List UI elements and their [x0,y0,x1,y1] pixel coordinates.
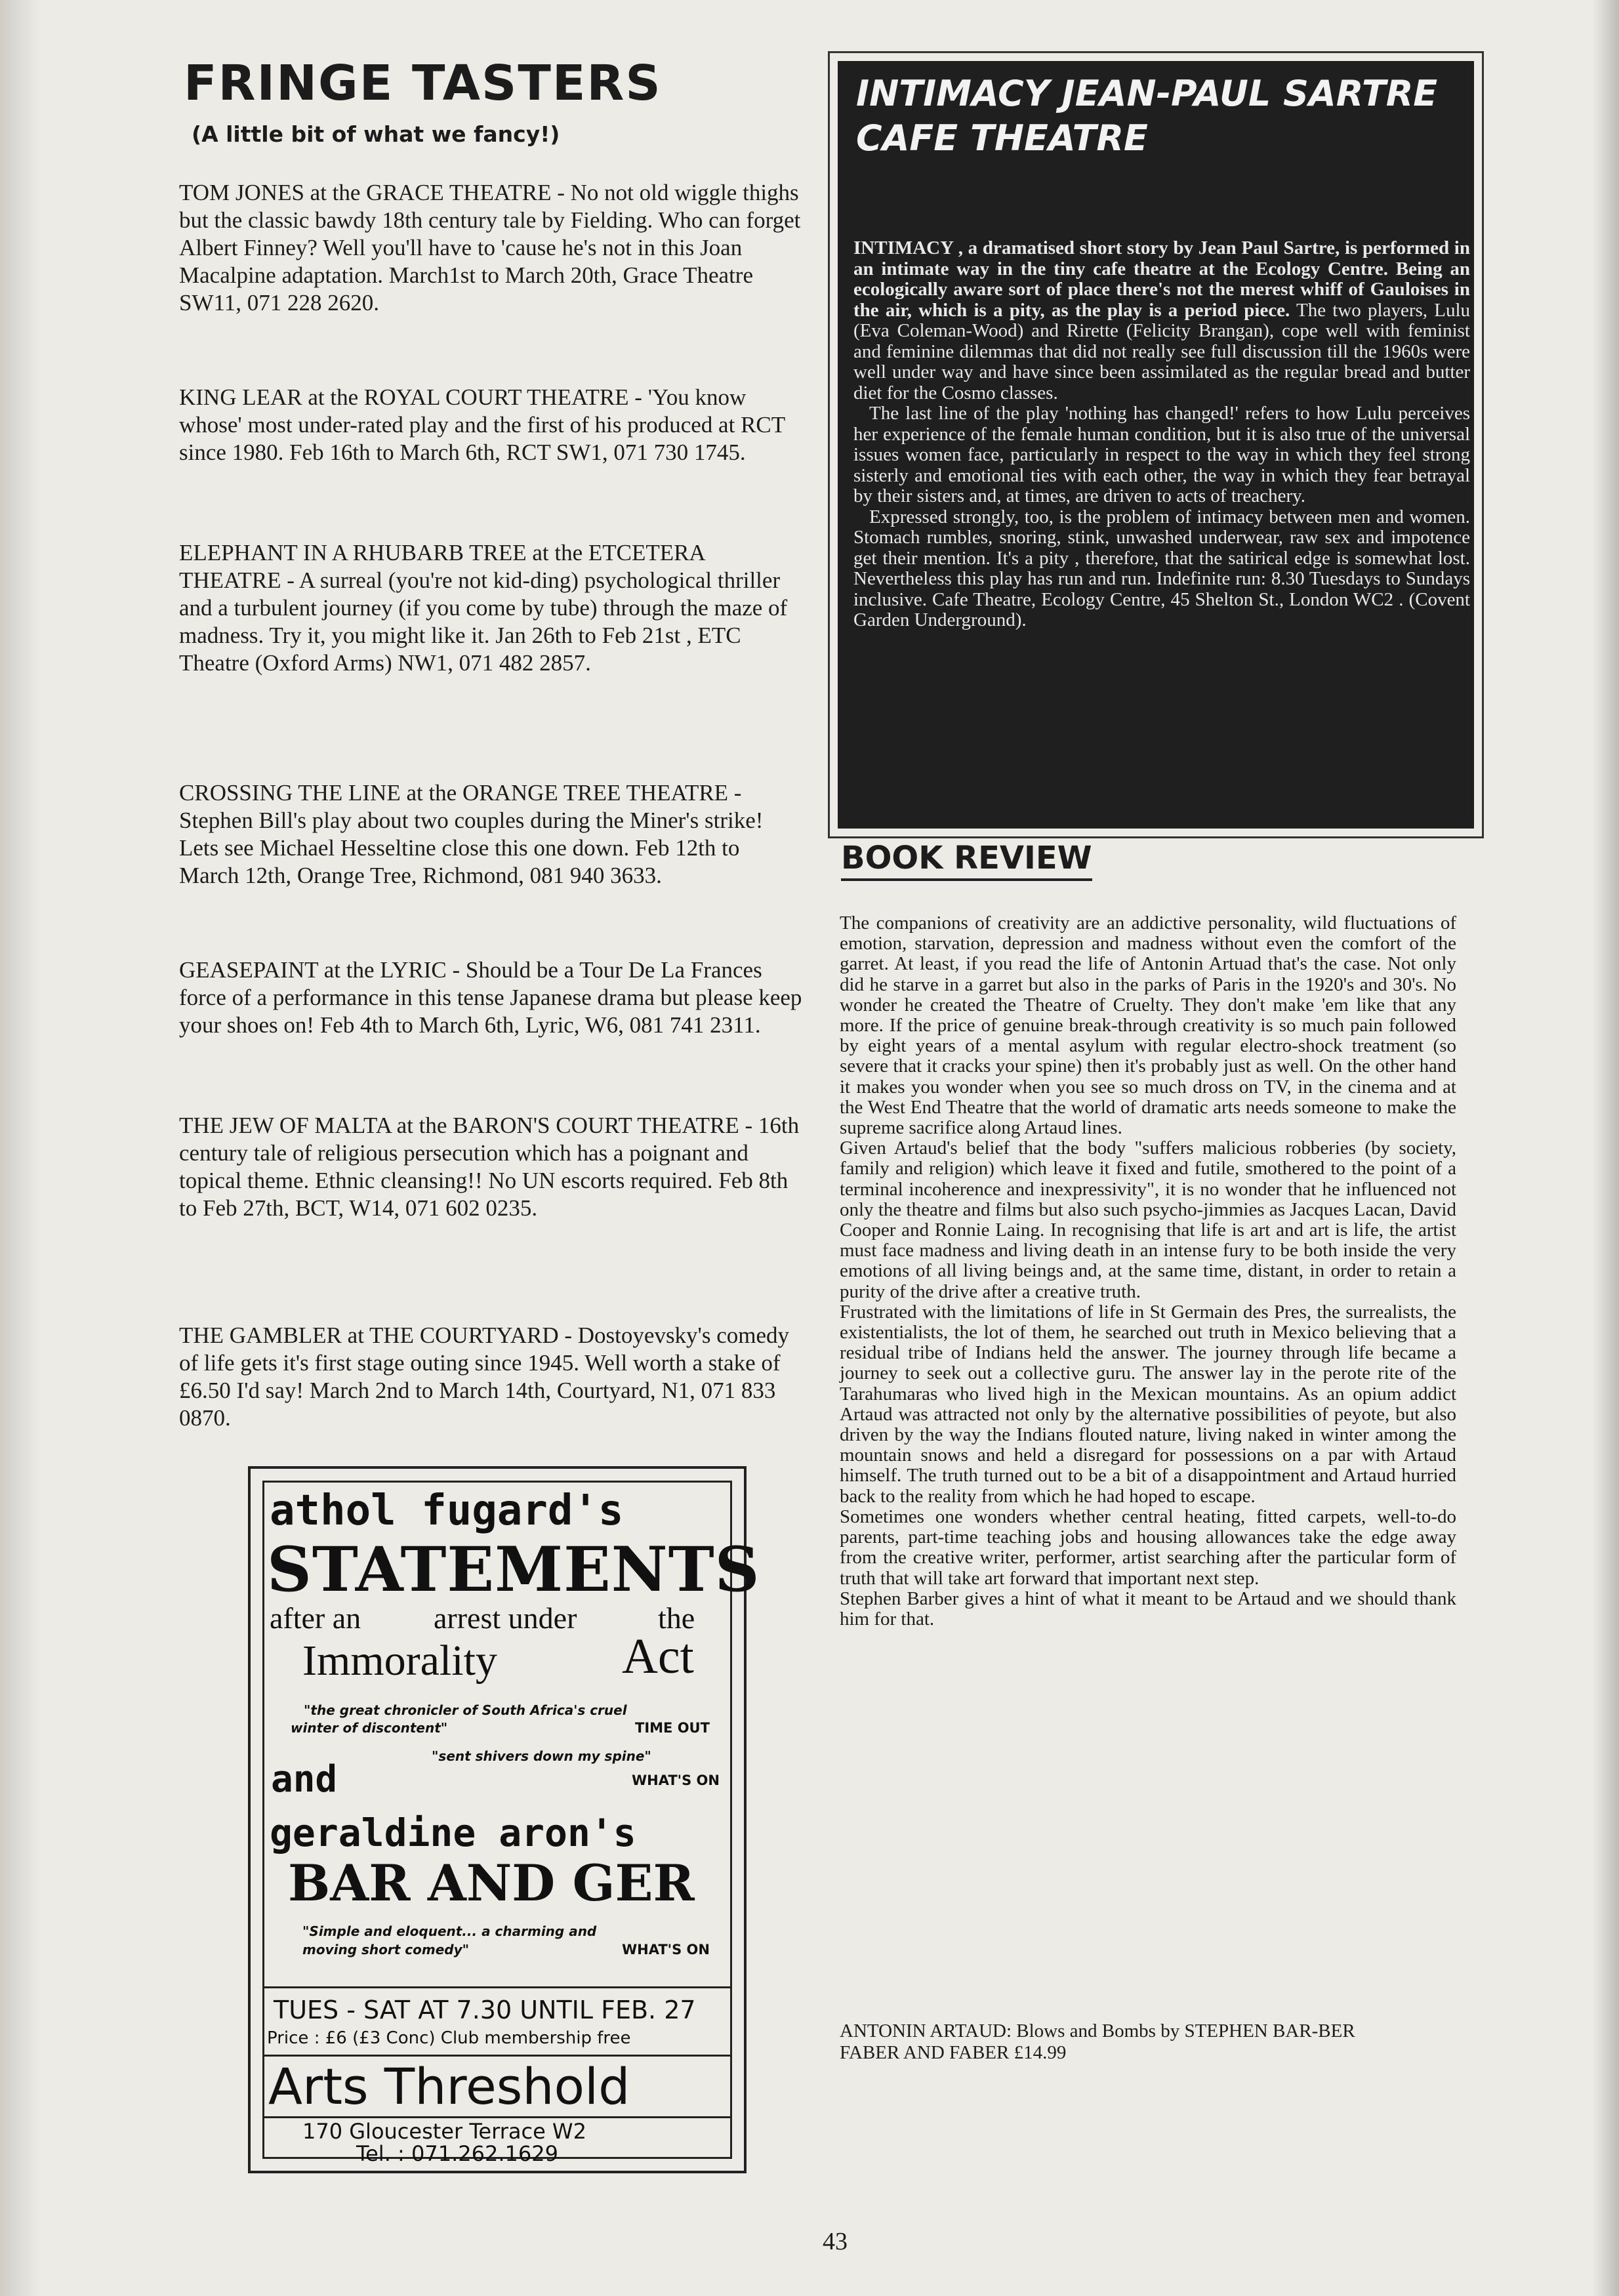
listing-the-gambler: THE GAMBLER at THE COURTYARD - Dostoyevsky's comedy of life gets it's first stage outing since 1945. Well worth a stake of £6.50 I'd say! March 2nd to March 14th, Courtyard, N1, 071 833 0870. [179,1322,790,1431]
ad-venue-arts-threshold: Arts Threshold [268,2057,630,2116]
book-review-body [840,913,1456,1630]
ad-subtitle-arrest-under: arrest under [434,1601,577,1635]
ad-author-fugard: athol fugard's [270,1486,624,1535]
book-credit-title-author: ANTONIN ARTAUD: Blows and Bombs by STEPHEN BAR-BER [840,2020,1355,2041]
ad-source-whats-on-2: WHAT'S ON [622,1942,710,1958]
ad-quote-whats-on-1: "sent shivers down my spine" [432,1748,651,1764]
book-review-paragraph: The companions of creativity are an addictive personality, wild fluctuations of emotion, starvation, depression and madness without even the comfort of the garret. At least, if you read the life of Antonin Artuad that's the case. Not only did he starve in a garret but also in the parks of Paris in the 1920's and 30's. No wonder he created the Theatre of Cruelty. They don't make 'em like that any more. If the price of genuine break-through creativity is so much pain followed by eight years of a mental asylum with regular electro-shock treatment (so severe that it cracks your spine) then it's probably just as well. On the other hand it makes you wonder when you see so much dross on TV, in the cinema and at the West End Theatre that the world of dramatic arts needs someone to make the supreme sacrifice along Artaud lines. [840,912,1456,1139]
listing-geasepaint: GEASEPAINT at the LYRIC - Should be a Tour De La Frances force of a performance in this tense Japanese drama but please keep your shoes on! Feb 4th to March 6th, Lyric, W6, 081 741 2311. [179,957,802,1038]
intimacy-review-box [828,51,1484,838]
ad-subtitle-act: Act [622,1629,694,1684]
book-review-paragraph: Sometimes one wonders whether central heating, fitted carpets, well-to-do parents, part-time teaching jobs and housing allowances take the edge away from the creative writer, performer, artist searching after the particular form of truth that will take art forward that important next step. [840,1506,1456,1589]
book-review-paragraph: Stephen Barber gives a hint of what it meant to be Artaud and we should thank him for that. [840,1588,1456,1630]
ad-subtitle-the: the [658,1601,695,1635]
listing-elephant-rhubarb-tree: ELEPHANT IN A RHUBARB TREE at the ETCETERA THEATRE - A surreal (you're not kid-ding) psychological thriller and a turbulent journey (if you come by tube) through the maze of madness. Try it, you might like it. Jan 26th to Feb 21st , ETC Theatre (Oxford Arms) NW1, 071 482 2857. [179,540,788,676]
ad-divider-2 [264,2055,730,2057]
intimacy-review-body [853,238,1470,631]
intimacy-paragraph-1 [853,238,1470,403]
ad-inner-border [262,1481,760,2166]
ad-divider-3 [264,2116,730,2118]
ad-quote-time-out-2: winter of discontent" [291,1720,448,1736]
arts-threshold-advertisement [248,1466,760,2173]
ad-source-time-out: TIME OUT [635,1720,710,1736]
listing-jew-of-malta: THE JEW OF MALTA at the BARON'S COURT THEATRE - 16th century tale of religious persecution which has a poignant and topical theme. Ethnic cleansing!! No UN escorts required. Feb 8th to Feb 27th, BCT, W14, 071 602 0235. [179,1113,800,1221]
page-edge-shadow [1593,0,1619,2296]
intimacy-lead-rest: The two players, Lulu (Eva Coleman-Wood) and Rirette (Felicity Brangan), cope well with feminist and feminine dilemmas that did not really see full discussion till the 1960s were well under way and have since been assimilated as the regular bread and butter diet for the Cosmo classes. [853,299,1471,403]
ad-title-statements: STATEMENTS [267,1534,760,1606]
ad-title-bar-and-ger: BAR AND GER [288,1854,695,1912]
ad-price: Price : £6 (£3 Conc) Club membership free [267,2028,631,2048]
ad-quote-whats-on-2a: "Simple and eloquent... a charming and [302,1923,597,1939]
book-review-paragraph: Given Artaud's belief that the body "suffers malicious robberies (by society, family and religion) which leave it fixed and futile, smothered to the point of a terminal incoherence and inexpressivity", it is no wonder that he influenced not only the theatre and films but also such psycho-jimmies as Jacques Lacan, David Cooper and Ronnie Laing. In recognising that life is art and art is life, the artist must face madness and living death in an intense fury to be both inside the very emotions of all living beings and, at the same time, distant, in order to retain a purity of the drive after a creative truth. [840,1138,1456,1302]
page-gutter-shadow [0,0,39,2296]
intimacy-paragraph-3: Expressed strongly, too, is the problem of intimacy between men and women. Stomach rumbles, snoring, stink, unwashed underwear, raw sex and impotence get their mention. It's a pity , therefore, that the satirical edge is somewhat lost. Nevertheless this play has run and run. Indefinite run: 8.30 Tuesdays to Sundays inclusive. Cafe Theatre, Ecology Centre, 45 Shelton St., London WC2 . (Covent Garden Underground). [853,506,1470,630]
ad-and: and [271,1758,338,1801]
fringe-tasters-subtitle: (A little bit of what we fancy!) [192,121,560,147]
ad-quote-whats-on-2b: moving short comedy" [302,1942,470,1958]
ad-divider-1 [264,1986,730,1988]
ad-telephone: Tel. : 071.262.1629 [356,2141,558,2166]
ad-source-whats-on-1: WHAT'S ON [632,1773,720,1788]
page-number: 43 [823,2228,848,2255]
listing-crossing-the-line: CROSSING THE LINE at the ORANGE TREE THEATRE - Stephen Bill's play about two couples during the Miner's strike! Lets see Michael Hesseltine close this one down. Feb 12th to March 12th, Orange Tree, Richmond, 081 940 3633. [179,780,764,888]
ad-address: 170 Gloucester Terrace W2 [302,2119,586,2144]
fringe-tasters-title: FRINGE TASTERS [184,55,662,112]
ad-author-aron: geraldine aron's [270,1811,636,1855]
ad-subtitle-after-an: after an [270,1601,361,1635]
book-review-paragraph: Frustrated with the limitations of life in St Germain des Pres, the surrealists, the existentialists, the lot of them, he searched out truth in Mexico believing that a residual tribe of Indians held the answer. The journey through life became a journey to seek out a collective guru. The answer lay in the perote rite of the Tarahumaras who lived high in the Mexican mountains. As an opium addict Artaud was attracted not only by the alternative possibilities of peyote, but also driven by the way the Indians flouted nature, living naked in winter among the mountain snows and held a disregard for possessions on a par with Artaud himself. The truth turned out to be a bit of a disappointment and Artaud hurried back to the reality from which he had hoped to escape. [840,1301,1456,1507]
ad-performance-dates: TUES - SAT AT 7.30 UNTIL FEB. 27 [274,1996,696,2024]
intimacy-paragraph-2: The last line of the play 'nothing has changed!' refers to how Lulu perceives her experience of the female human condition, but it is also true of the universal issues women face, particularly in respect to the way in which they feel strong sisterly and emotional ties with each other, the way in which they fear betrayal by their sisters and, at times, are driven to acts of treachery. [853,403,1470,506]
book-review-heading: BOOK REVIEW [841,841,1092,881]
intimacy-review-panel [838,61,1474,829]
book-credit-publisher-price: FABER AND FABER £14.99 [840,2042,1067,2063]
ad-quote-time-out-1: "the great chronicler of South Africa's cruel [304,1702,627,1718]
listing-king-lear: KING LEAR at the ROYAL COURT THEATRE - 'You know whose' most under-rated play and the first of his produced at RCT since 1980. Feb 16th to March 6th, RCT SW1, 071 730 1745. [179,384,785,465]
listing-tom-jones: TOM JONES at the GRACE THEATRE - No not old wiggle thighs but the classic bawdy 18th century tale by Fielding. Who can forget Albert Finney? Well you'll have to 'cause he's not in this Joan Macalpine adaptation. March1st to March 20th, Grace Theatre SW11, 071 228 2620. [179,180,801,316]
book-review-credit [840,2020,1456,2064]
ad-subtitle-immorality: Immorality [302,1637,497,1685]
intimacy-lead-bold: INTIMACY , a dramatised short story by Jean Paul Sartre, is performed in an intimate way in the tiny cafe theatre at the Ecology Centre. Being an ecologically aware sort of place there's not the merest whiff of Gauloises in the air, which is a pity, as the play is a period piece. [853,237,1470,321]
intimacy-review-title: INTIMACY JEAN-PAUL SARTRE CAFE THEATRE [856,73,1438,159]
